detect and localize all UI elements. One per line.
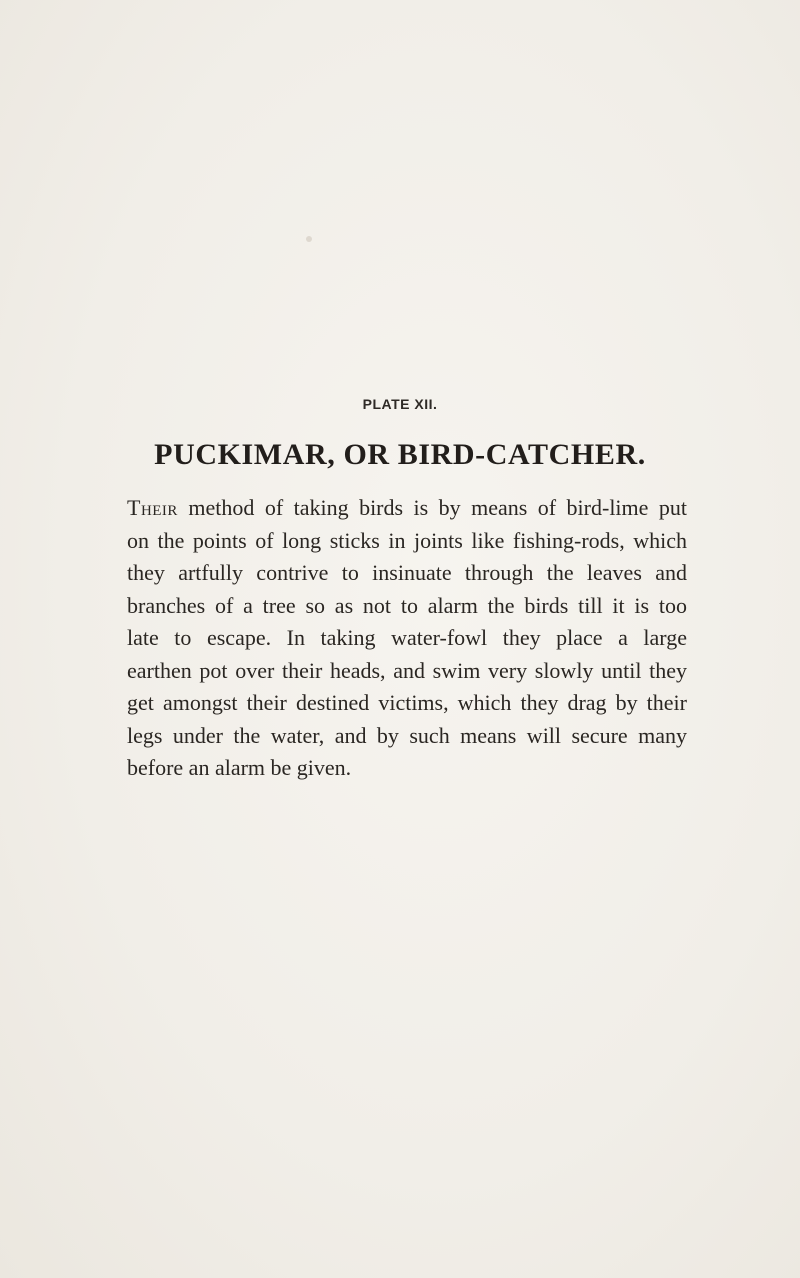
text-line: branches of a tree so as not to alarm the birds till it is too [127, 592, 687, 618]
plate-label: PLATE XII. [362, 396, 438, 412]
text-line: before an alarm be given. [127, 755, 352, 780]
text-line: legs under the water, and by such means will secure many [127, 722, 687, 748]
text-line: earthen pot over their heads, and swim very slowly until they [127, 657, 687, 683]
text-line: get amongst their destined victims, which they drag by their [127, 690, 687, 715]
body-paragraph [127, 492, 687, 785]
text-line: late to escape. In taking water-fowl they place a large [127, 625, 687, 650]
first-word: Their [127, 495, 178, 520]
paper-blemish [306, 236, 312, 242]
page-title: PUCKIMAR, OR BIRD-CATCHER. [154, 438, 646, 471]
text-line: they artfully contrive to insinuate through the leaves and [127, 560, 687, 585]
text-line-content: method of taking birds is by means of bird-lime put [177, 495, 687, 520]
text-line: on the points of long sticks in joints like fishing-rods, which [127, 527, 687, 553]
text-line [127, 492, 687, 525]
